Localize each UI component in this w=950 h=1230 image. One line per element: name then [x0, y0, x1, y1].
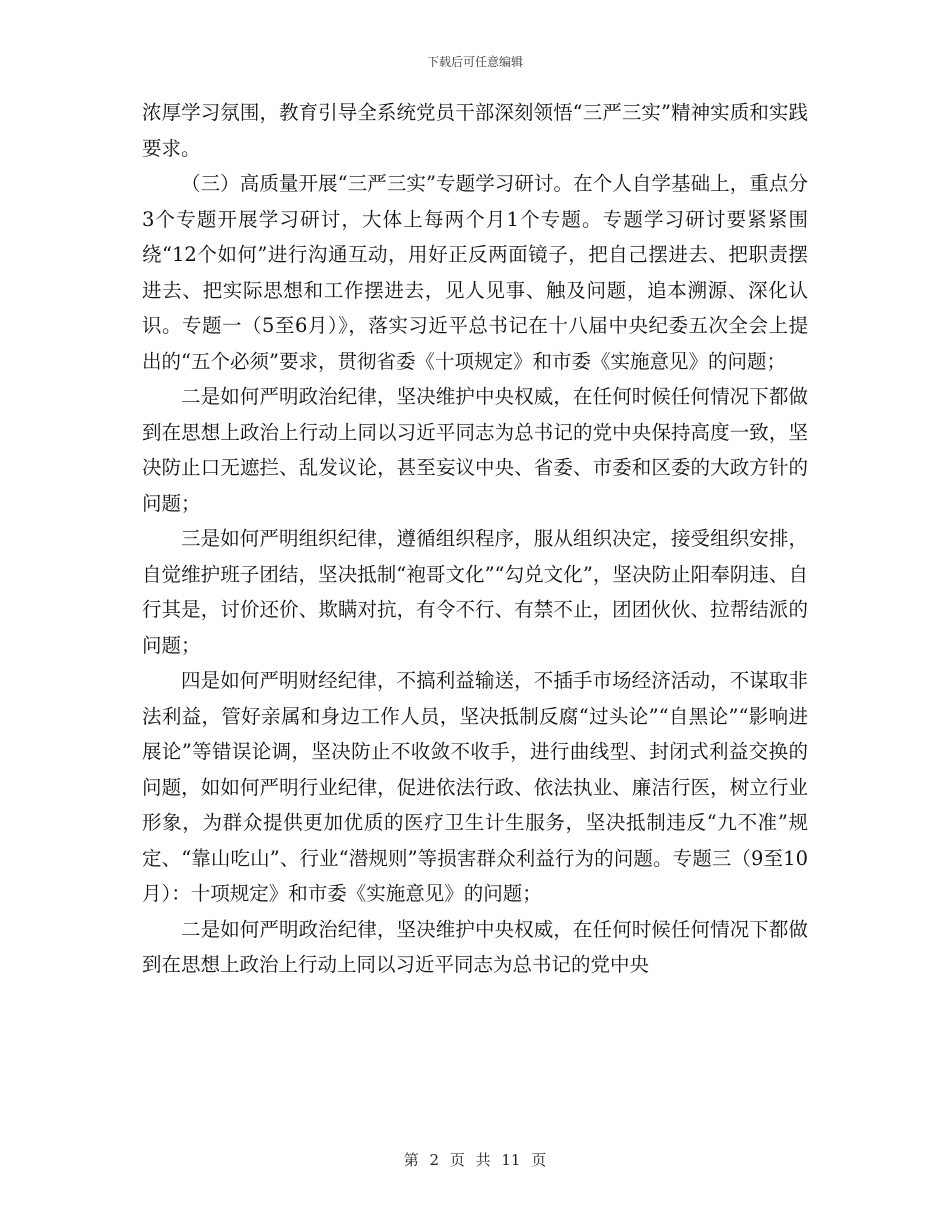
page-header: 下载后可任意编辑	[426, 55, 523, 69]
page-footer: 第 2 页 共 11 页	[403, 1151, 547, 1169]
paragraph-6: 二是如何严明政治纪律，坚决维护中央权威，在任何时候任何情况下都做到在思想上政治上行动上同以习近平同志为总书记的党中央	[142, 917, 808, 976]
paragraph-1: 浓厚学习氛围，教育引导全系统党员干部深刻领悟“三严三实”精神实质和实践要求。	[142, 101, 808, 160]
paragraph-4: 三是如何严明组织纪律，遵循组织程序，服从组织决定，接受组织安排，自觉维护班子团结，坚决抵制“袍哥文化”“勾兑文化”，坚决防止阳奉阴违、自行其是，讨价还价、欺瞒对抗，有令不行、有禁不止，团团伙伙、拉帮结派的问题；	[142, 527, 808, 657]
paragraph-5: 四是如何严明财经纪律，不搞利益输送，不插手市场经济活动，不谋取非法利益，管好亲属和身边工作人员，坚决抵制反腐“过头论”“自黑论”“影响进展论”等错误论调，坚决防止不收敛不收手，进行曲线型、封闭式利益交换的问题，如如何严明行业纪律，促进依法行政、依法执业、廉洁行医，树立行业形象，为群众提供更加优质的医疗卫生计生服务，坚决抵制违反“九不准”规定、“靠山吃山”、行业“潜规则”等损害群众利益行为的问题。专题三（9至10月）：十项规定》和市委《实施意见》的问题；	[142, 669, 808, 905]
document-body	[142, 95, 808, 983]
paragraph-3: 二是如何严明政治纪律，坚决维护中央权威，在任何时候任何情况下都做到在思想上政治上行动上同以习近平同志为总书记的党中央保持高度一致，坚决防止口无遮拦、乱发议论，甚至妄议中央、省委、市委和区委的大政方针的问题；	[142, 385, 808, 515]
paragraph-2: （三）高质量开展“三严三实”专题学习研讨。在个人自学基础上，重点分3个专题开展学习研讨，大体上每两个月1个专题。专题学习研讨要紧紧围绕“12个如何”进行沟通互动，用好正反两面镜子，把自己摆进去、把职责摆进去、把实际思想和工作摆进去，见人见事、触及问题，追本溯源、深化认识。专题一（5至6月）》，落实习近平总书记在十八届中央纪委五次全会上提出的“五个必须”要求，贯彻省委《十项规定》和市委《实施意见》的问题；	[142, 172, 808, 373]
